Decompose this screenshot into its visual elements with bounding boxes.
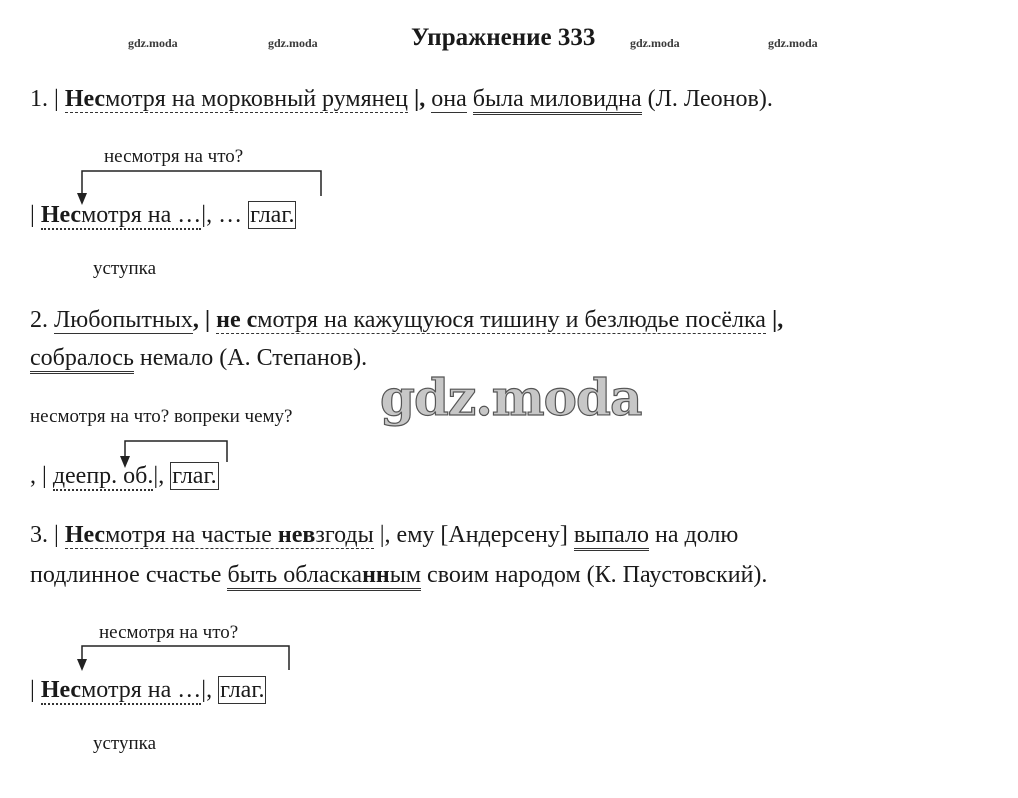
ex3-scheme-bold: Нес bbox=[40, 677, 82, 703]
ex3-line2-start: подлинное счастье bbox=[30, 562, 228, 588]
ex3-bold-nev: нев bbox=[277, 522, 316, 548]
ex3-note: уступка bbox=[93, 733, 157, 754]
ex2-end: немало (А. Степанов). bbox=[133, 345, 368, 371]
ex3-scheme-adverbial bbox=[41, 677, 201, 705]
ex2-subject: Любопытных bbox=[54, 307, 193, 333]
ex1-predicate: была миловидна bbox=[473, 86, 642, 115]
watermark-3: gdz.moda bbox=[630, 36, 680, 50]
ex1-note: уступка bbox=[93, 258, 157, 279]
ex2-scheme-open: , | bbox=[30, 463, 47, 489]
ex3-scheme-mid: |, bbox=[201, 677, 213, 703]
ex3-mid: |, ему [Андерсену] bbox=[373, 522, 574, 548]
ex2-question: несмотря на что? вопреки чему? bbox=[30, 406, 293, 427]
ex3-bold-nes: Нес bbox=[64, 522, 106, 548]
ex3-byt: быть обласка bbox=[227, 562, 363, 588]
ex3-scheme-rest: мотря на … bbox=[81, 677, 202, 703]
ex2-bold-ne: не bbox=[216, 307, 241, 333]
ex3-predicate: выпало bbox=[574, 522, 649, 551]
ex1-scheme-open: | bbox=[30, 202, 35, 228]
ex1-subject: она bbox=[431, 86, 467, 112]
ex3-ym: ым bbox=[389, 562, 422, 588]
big-watermark: gdz.moda bbox=[380, 368, 642, 427]
ex2-predicate: собралось bbox=[30, 345, 134, 374]
ex3-question: несмотря на что? bbox=[99, 622, 239, 643]
ex1-scheme-mid: |, … bbox=[201, 202, 249, 228]
ex2-scheme-phrase: деепр. об. bbox=[52, 463, 154, 489]
ex2-sep2: |, bbox=[765, 307, 784, 333]
page-title: Упражнение 333 bbox=[411, 24, 596, 51]
ex3-number: 3. | bbox=[30, 522, 59, 548]
ex2-sep1: , | bbox=[192, 307, 211, 333]
ex3-adverbial-rest: мотря на частые bbox=[105, 522, 278, 548]
ex1-number: 1. | bbox=[30, 86, 59, 112]
ex1-separator: |, bbox=[407, 86, 426, 112]
ex1-adverbial-rest: мотря на морковный румянец bbox=[105, 86, 408, 112]
ex1-bold-nes: Нес bbox=[64, 86, 106, 112]
ex3-scheme-open: | bbox=[30, 677, 35, 703]
ex3-after: на долю bbox=[648, 522, 739, 548]
ex2-bold-s: с bbox=[246, 307, 258, 333]
ex1-question: несмотря на что? bbox=[104, 146, 244, 167]
ex2-adverbial-rest: мотря на кажущуюся тишину и безлюдье посёлка bbox=[257, 307, 766, 333]
ex2-number: 2. bbox=[30, 307, 48, 333]
watermark-1: gdz.moda bbox=[128, 36, 178, 50]
ex1-scheme-rest: мотря на … bbox=[81, 202, 202, 228]
ex2-scheme-mid: |, bbox=[153, 463, 165, 489]
ex3-adverbial-end: згоды bbox=[315, 522, 374, 548]
ex2-scheme-verb-box: глаг. bbox=[172, 463, 217, 489]
ex3-scheme bbox=[30, 675, 266, 705]
watermark-4: gdz.moda bbox=[768, 36, 818, 50]
ex1-scheme-verb-box: глаг. bbox=[250, 202, 295, 228]
ex3-line2-end: своим народом (К. Паустовский). bbox=[421, 562, 768, 588]
ex3-scheme-verb-box: глаг. bbox=[220, 677, 265, 703]
watermark-2: gdz.moda bbox=[268, 36, 318, 50]
ex1-scheme-bold: Нес bbox=[40, 202, 82, 228]
ex3-bold-nn: нн bbox=[362, 562, 390, 588]
ex1-source: (Л. Леонов). bbox=[641, 86, 773, 112]
